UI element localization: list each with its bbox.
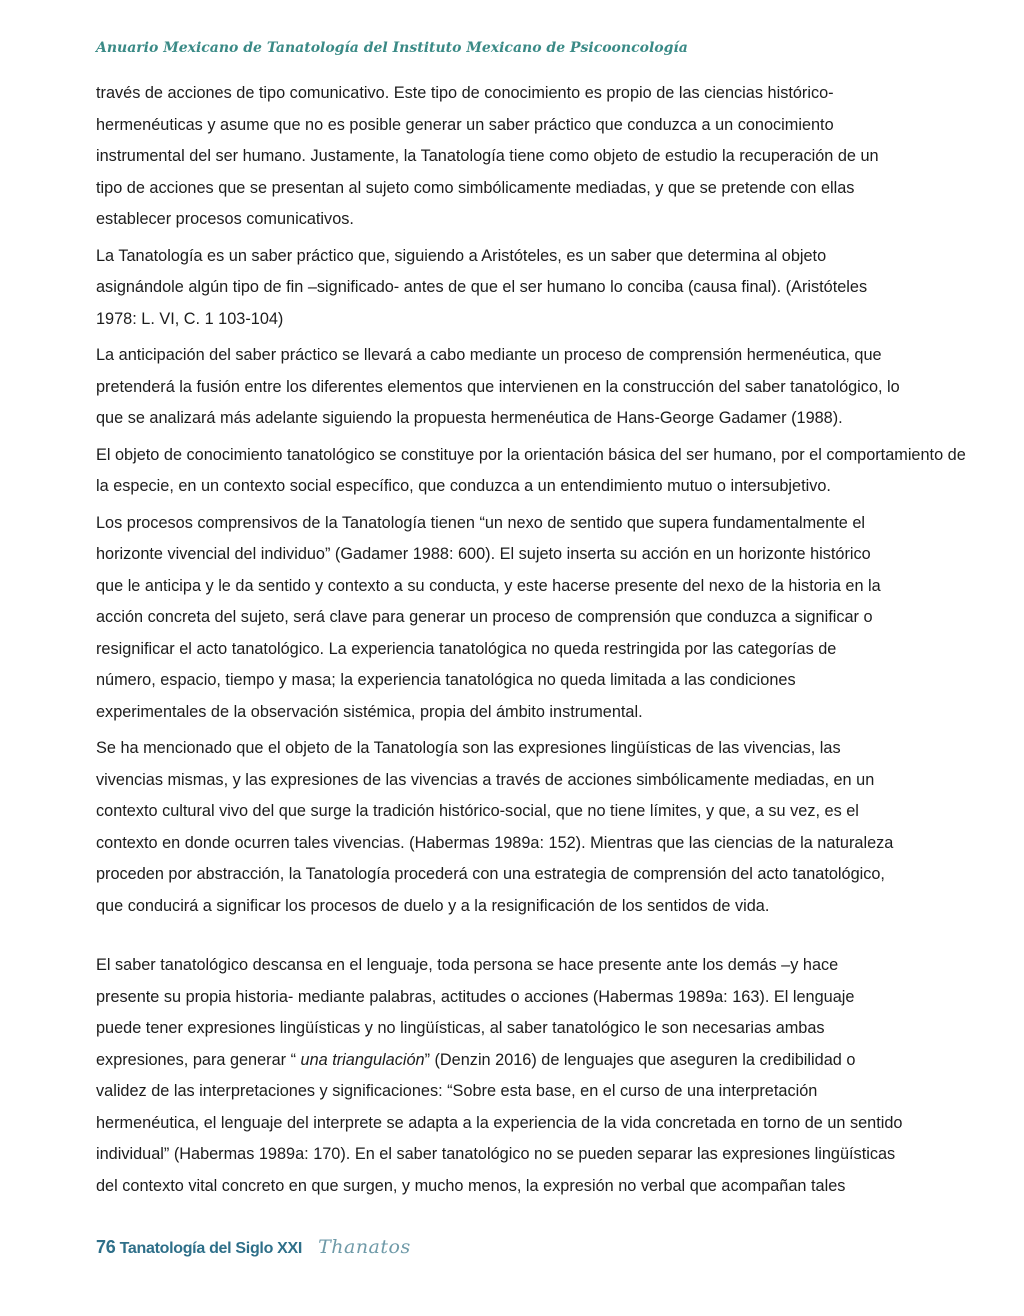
text-line: contexto cultural vivo del que surge la tradición histórico-social, que no tiene límites, y que, a su vez, es el (96, 802, 859, 820)
text-line: puede tener expresiones lingüísticas y no lingüísticas, al saber tanatológico le son necesarias ambas (96, 1019, 825, 1037)
text-line: El objeto de conocimiento tanatológico se constituye por la orientación básica del ser humano, por el comportamiento de (96, 445, 966, 464)
text-line: proceden por abstracción, la Tanatología procederá con una estrategia de comprensión del acto tanatológico, (96, 865, 885, 883)
text-line: 1978: L. VI, C. 1 103-104) (96, 309, 284, 328)
text-line: hermenéutica, el lenguaje del interprete se adapta a la experiencia de la vida concretada en torno de un sentido (96, 1113, 903, 1132)
text-line: La Tanatología es un saber práctico que, siguiendo a Aristóteles, es un saber que determina al objeto (96, 246, 827, 265)
italic-term: una triangulación (300, 1050, 425, 1069)
text-line: acción concreta del sujeto, será clave para generar un proceso de comprensión que conduzca a significar o (96, 608, 873, 626)
journal-name: Tanatología del Siglo XXI (119, 1240, 303, 1257)
text-line: experimentales de la observación sistémica, propia del ámbito instrumental. (96, 702, 643, 721)
text-line: individual” (Habermas 1989a: 170). En el saber tanatológico no se pueden separar las expresiones lingüísticas (96, 1145, 896, 1163)
text-line: presente su propia historia- mediante palabras, actitudes o acciones (Habermas 1989a: 163). El lenguaje (96, 987, 855, 1006)
text-line: establecer procesos comunicativos. (96, 210, 354, 228)
text-line: contexto en donde ocurren tales vivencias. (Habermas 1989a: 152). Mientras que las ciencias de la naturaleza (96, 833, 894, 852)
text-line: pretenderá la fusión entre los diferentes elementos que intervienen en la construcción del saber tanatológico, lo (96, 377, 900, 396)
text-line: través de acciones de tipo comunicativo. Este tipo de conocimiento es propio de las ciencias histórico- (96, 84, 834, 102)
text-line: vivencias mismas, y las expresiones de las vivencias a través de acciones simbólicamente mediadas, en un (96, 770, 875, 789)
text-line: que se analizará más adelante siguiendo la propuesta hermenéutica de Hans-George Gadamer (1988). (96, 409, 843, 427)
paragraph-7 (96, 950, 1008, 1202)
paragraph-5 (96, 508, 1008, 729)
text-line: La anticipación del saber práctico se llevará a cabo mediante un proceso de comprensión hermenéutica, que (96, 346, 882, 364)
paragraph-3 (96, 340, 1008, 435)
text-line: del contexto vital concreto en que surgen, y mucho menos, la expresión no verbal que acompañan tales (96, 1176, 846, 1195)
text-line: que le anticipa y le da sentido y contexto a su conducta, y este hacerse presente del nexo de la historia en la (96, 576, 881, 595)
page-number: 76 (96, 1237, 116, 1257)
page-footer (96, 1236, 411, 1258)
running-header: Anuario Mexicano de Tanatología del Instituto Mexicano de Psicooncología (96, 40, 688, 56)
paragraph-1 (96, 78, 1008, 236)
text-segment: expresiones, para generar “ (96, 1050, 301, 1069)
paragraph-2 (96, 241, 1008, 336)
text-line: tipo de acciones que se presentan al sujeto como simbólicamente mediadas, y que se pretende con ellas (96, 178, 855, 197)
text-line: validez de las interpretaciones y significaciones: “Sobre esta base, en el curso de una interpretación (96, 1082, 818, 1100)
text-line: El saber tanatológico descansa en el lenguaje, toda persona se hace presente ante los demás –y hace (96, 956, 839, 974)
text-line: hermenéuticas y asume que no es posible generar un saber práctico que conduzca a un conocimiento (96, 115, 834, 134)
paragraph-6 (96, 733, 1008, 922)
text-line: la especie, en un contexto social específico, que conduzca a un entendimiento mutuo o intersubjetivo. (96, 477, 831, 495)
paragraph-4 (96, 440, 1008, 503)
text-line: resignificar el acto tanatológico. La experiencia tanatológica no queda restringida por las categorías de (96, 639, 837, 658)
text-line: asignándole algún tipo de fin –significado- antes de que el ser humano lo conciba (causa final). (Aristóteles (96, 278, 868, 296)
text-line: horizonte vivencial del individuo” (Gadamer 1988: 600). El sujeto inserta su acción en un horizonte histórico (96, 545, 871, 563)
text-segment: ” (Denzin 2016) de lenguajes que aseguren la credibilidad o (424, 1050, 856, 1069)
thanatos-logo: Thanatos (318, 1236, 411, 1258)
text-line: que conducirá a significar los procesos de duelo y a la resignificación de los sentidos de vida. (96, 896, 770, 915)
text-line (96, 1045, 1008, 1077)
article-body (96, 78, 1008, 1207)
text-line: Los procesos comprensivos de la Tanatología tienen “un nexo de sentido que supera fundamentalmente el (96, 513, 866, 532)
text-line: número, espacio, tiempo y masa; la experiencia tanatológica no queda limitada a las condiciones (96, 671, 796, 689)
text-line: Se ha mencionado que el objeto de la Tanatología son las expresiones lingüísticas de las vivencias, las (96, 739, 841, 757)
text-line: instrumental del ser humano. Justamente, la Tanatología tiene como objeto de estudio la recuperación de un (96, 147, 879, 165)
